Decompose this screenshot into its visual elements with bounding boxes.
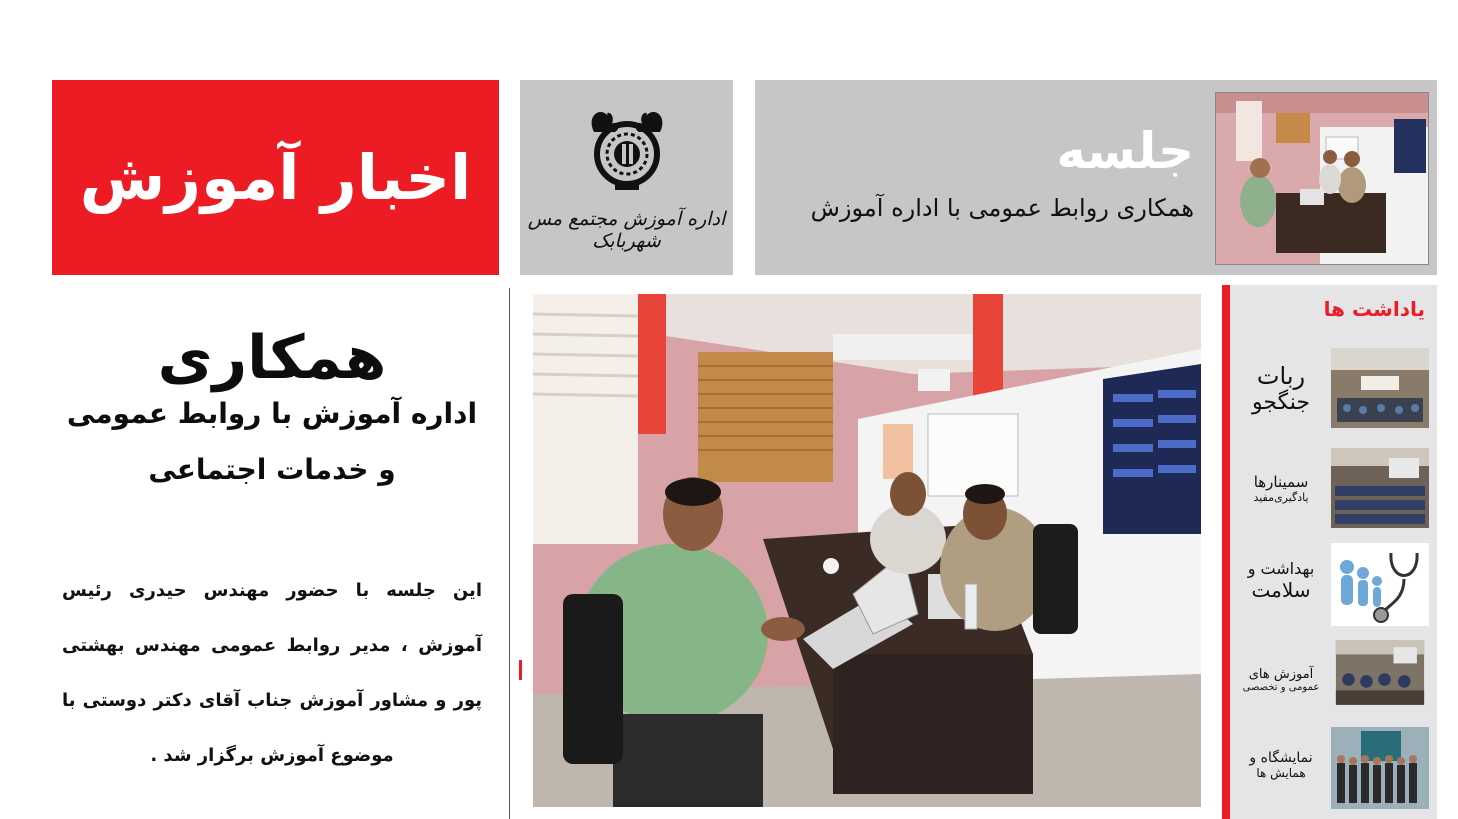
article [52,285,492,819]
column-divider [509,288,510,819]
sidebar-item-line2: جنگجو [1252,389,1310,415]
article-subtitle-line1: اداره آموزش با روابط عمومی [66,397,478,430]
article-title: همکاری [157,323,387,393]
section-banner [52,80,499,275]
meeting-photo[interactable] [533,294,1201,807]
sidebar-item-line1: بهداشت و [1247,558,1315,578]
sidebar-item-line2: همایش ها [1256,766,1306,780]
logo-panel [520,80,733,275]
headline-panel [755,80,1437,275]
article-body: این جلسه با حضور مهندس حیدری رئیس آموزش ، مدیر روابط عمومی مهندس بهشتی پور و مشاور آموزش جناب آقای دکتر دوستی با موضوع آموزش برگزار شد . [62,580,482,766]
sidebar-heading: یاداشت ها [1323,297,1425,321]
sidebar-item-line1: آموزش های [1248,667,1314,682]
headline-subtitle: همکاری روابط عمومی با اداره آموزش [810,194,1194,222]
class-photo-icon [1331,640,1429,712]
headline-thumbnail-image[interactable] [1215,92,1429,265]
notes-sidebar [1222,285,1437,819]
company-logo-icon [582,102,672,192]
sidebar-item-line2: عمومی و تخصصی [1242,682,1320,693]
stethoscope-photo-icon [1331,540,1429,626]
hall-photo-icon [1331,348,1429,428]
divider-accent [519,660,522,680]
article-subtitle-line2: و خدمات اجتماعی [148,453,396,486]
sidebar-item-line1: سمینارها [1253,472,1309,491]
section-title: اخبار آموزش [79,141,472,214]
sidebar-item-line2: یادگیری‌مفید [1253,490,1309,504]
sidebar-item-line1: ربات [1256,361,1306,390]
organization-name: اداره آموزش مجتمع مس شهربابک [527,208,726,252]
sidebar-item-line2: سلامت [1251,577,1311,602]
sidebar-accent-stripe [1222,285,1230,819]
sidebar-item-line1: نمایشگاه و [1249,750,1313,766]
seminar-photo-icon [1331,448,1429,528]
headline-title: جلسه [1056,122,1194,180]
group-photo-icon [1331,725,1429,809]
